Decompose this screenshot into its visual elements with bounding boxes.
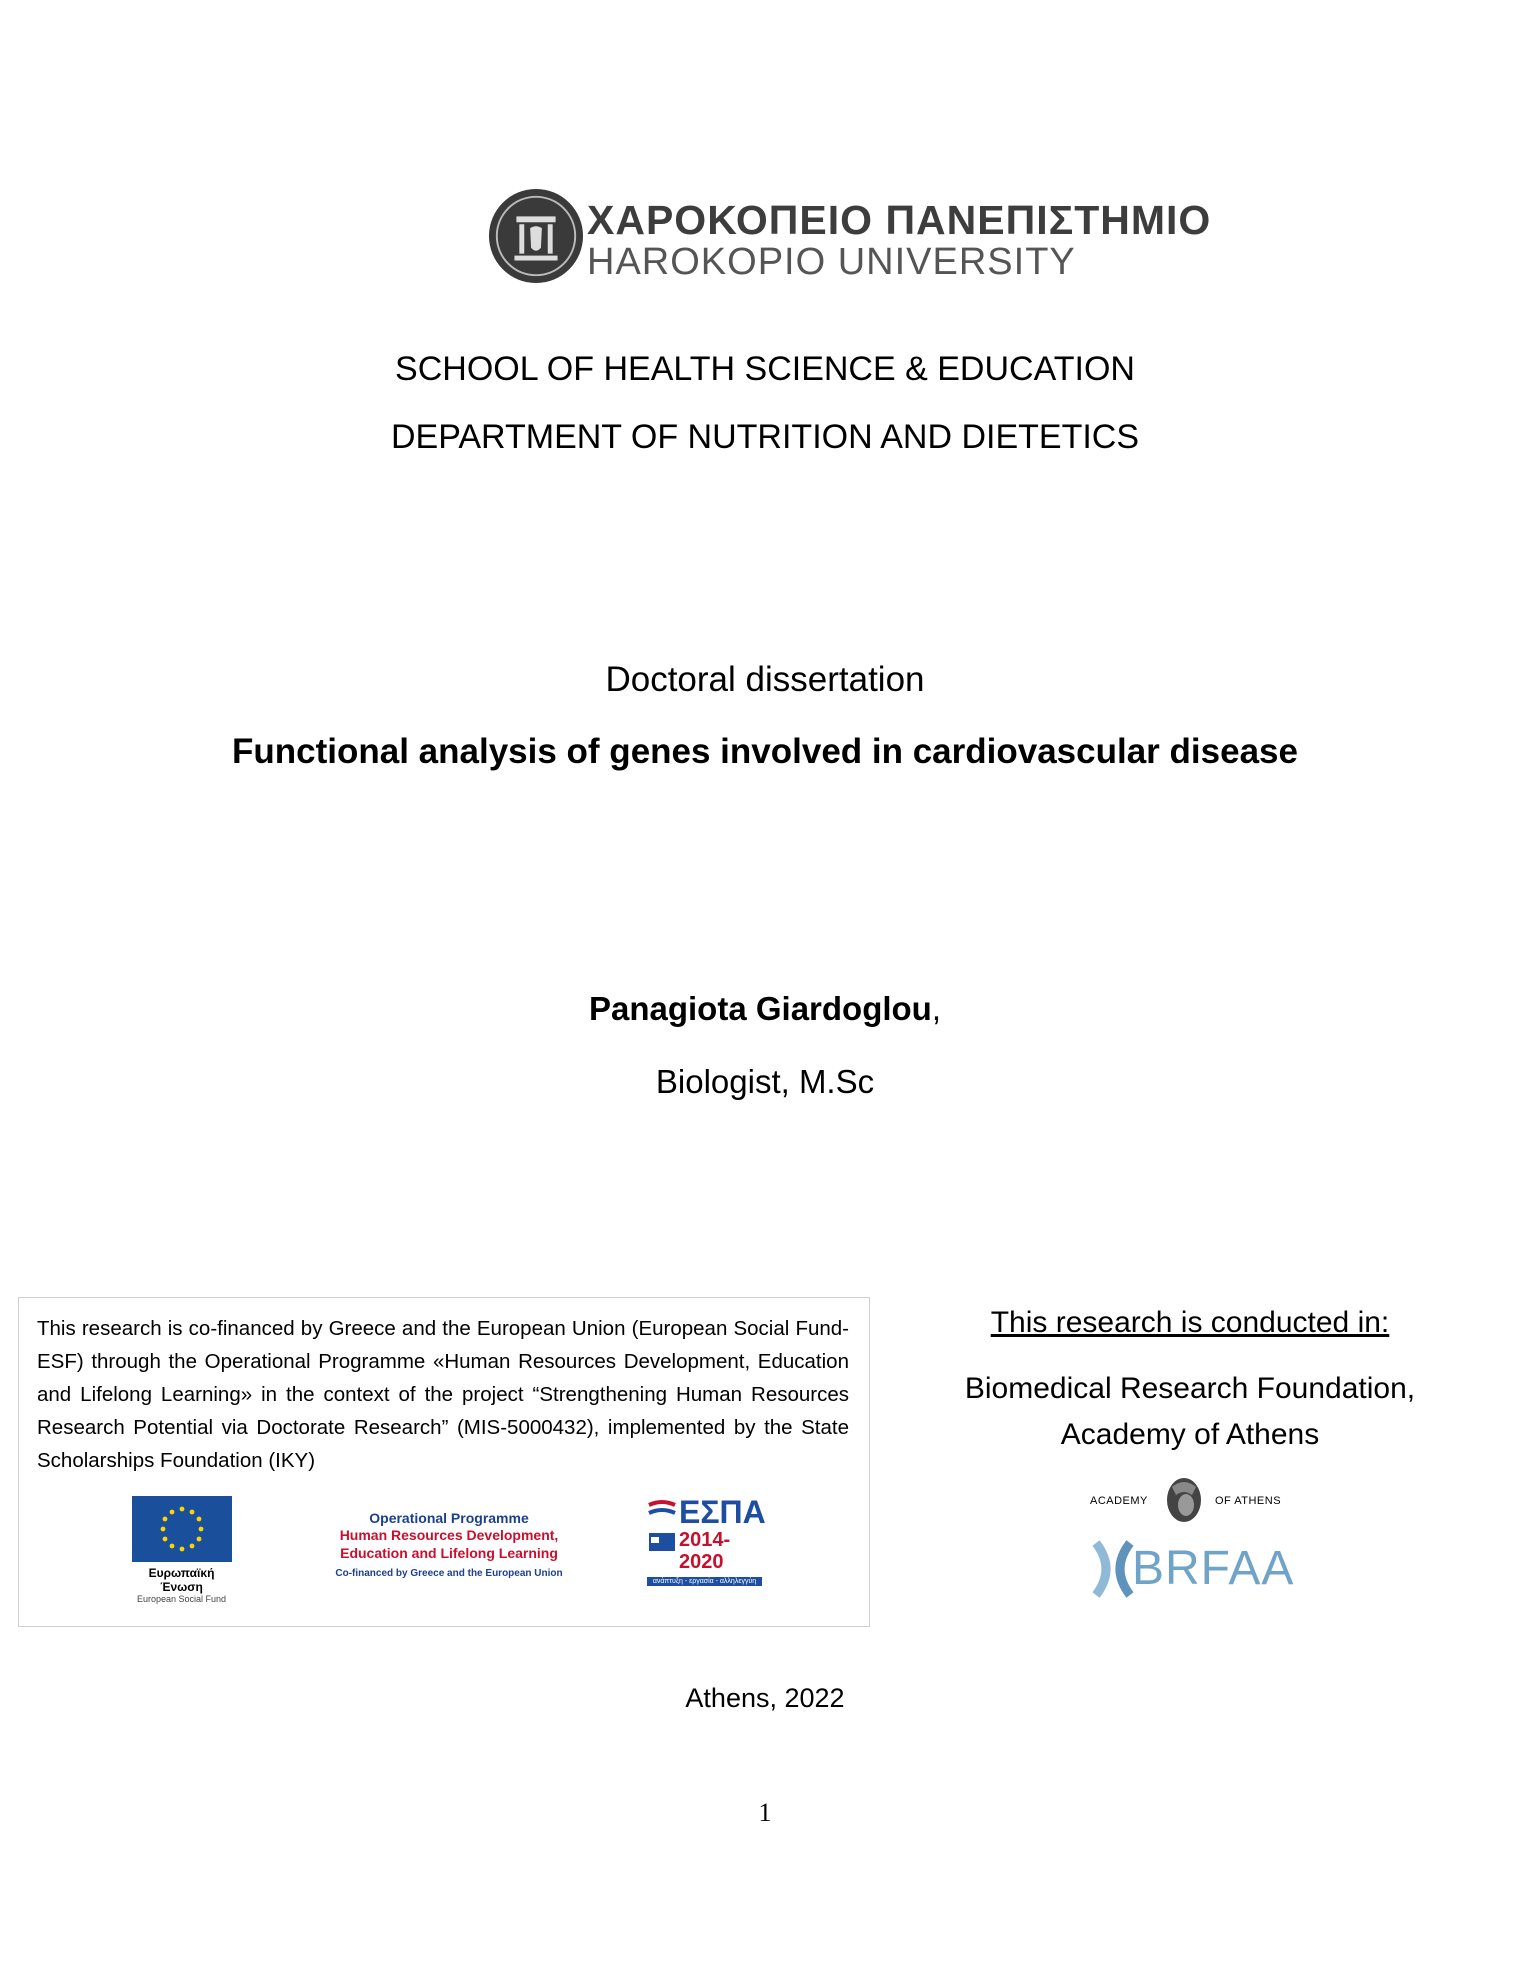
university-name-greek: ΧΑΡΟΚΟΠΕΙΟ ΠΑΝΕΠΙΣΤΗΜΙΟ: [587, 197, 1212, 243]
op-logo-line2: Education and Lifelong Learning: [340, 1545, 558, 1561]
school-name: SCHOOL OF HEALTH SCIENCE & EDUCATION: [395, 350, 1135, 388]
author-degree: Biologist, M.Sc: [655, 1063, 875, 1100]
athena-head-icon: [1162, 1475, 1206, 1525]
op-logo-line1: Human Resources Development,: [339, 1527, 559, 1543]
institution-line-2: Academy of Athens: [1060, 1418, 1320, 1451]
conducted-in-heading: This research is conducted in:: [990, 1306, 1390, 1339]
espa-logo-title: ΕΣΠΑ: [679, 1494, 766, 1530]
institution-line-1: Biomedical Research Foundation,: [964, 1372, 1416, 1405]
academy-logo-right-text: OF ATHENS: [1215, 1495, 1282, 1507]
department-name: DEPARTMENT OF NUTRITION AND DIETETICS: [390, 418, 1140, 456]
operational-programme-logo: [319, 1510, 579, 1579]
page-number: 1: [758, 1798, 772, 1827]
eu-logo-subtitle: European Social Fund: [136, 1594, 227, 1604]
op-logo-title: Operational Programme: [369, 1510, 529, 1526]
funding-statement: This research is co-financed by Greece and the European Union (European Social Fund- ESF) through the Operational Programme «Human Resources Development, Education and Lifelong Learning» in the context of the project “Strengthening Human Resources Research Potential via Doctorate Research” (MIS-5000432), implemented by the State Scholarships Foundation (IKY): [37, 1317, 849, 1472]
eu-logo: [129, 1496, 234, 1604]
eu-flag-icon: [132, 1496, 232, 1562]
place-and-date: Athens, 2022: [685, 1683, 845, 1713]
harokopio-seal-icon: [487, 187, 585, 285]
author-name-comma: ,: [931, 990, 942, 1027]
academy-logo-left-text: ACADEMY: [1090, 1495, 1148, 1507]
espa-logo: [647, 1494, 766, 1586]
brfaa-logo-text: BRFAA: [1132, 1542, 1295, 1595]
author-line: [0, 990, 1530, 1028]
document-type: Doctoral dissertation: [605, 660, 925, 699]
funding-box: [18, 1297, 870, 1627]
brfaa-logo: [1090, 1535, 1310, 1605]
academy-of-athens-logo: [1050, 1475, 1350, 1527]
espa-logo-years: 2014-2020: [679, 1529, 731, 1573]
espa-logo-strip: ανάπτυξη - εργασία - αλληλεγγύη: [647, 1577, 762, 1586]
university-logo: [487, 187, 1212, 287]
dissertation-title: Functional analysis of genes involved in cardiovascular disease: [232, 732, 1298, 771]
eu-logo-name: Ευρωπαϊκή Ένωση: [148, 1566, 215, 1594]
op-logo-cofinanced: Co-financed by Greece and the European Union: [335, 1568, 563, 1579]
espa-stripes-icon: [647, 1499, 677, 1555]
university-name-english: HAROKOPIO UNIVERSITY: [587, 241, 1076, 283]
author-name: Panagiota Giardoglou: [588, 990, 932, 1027]
